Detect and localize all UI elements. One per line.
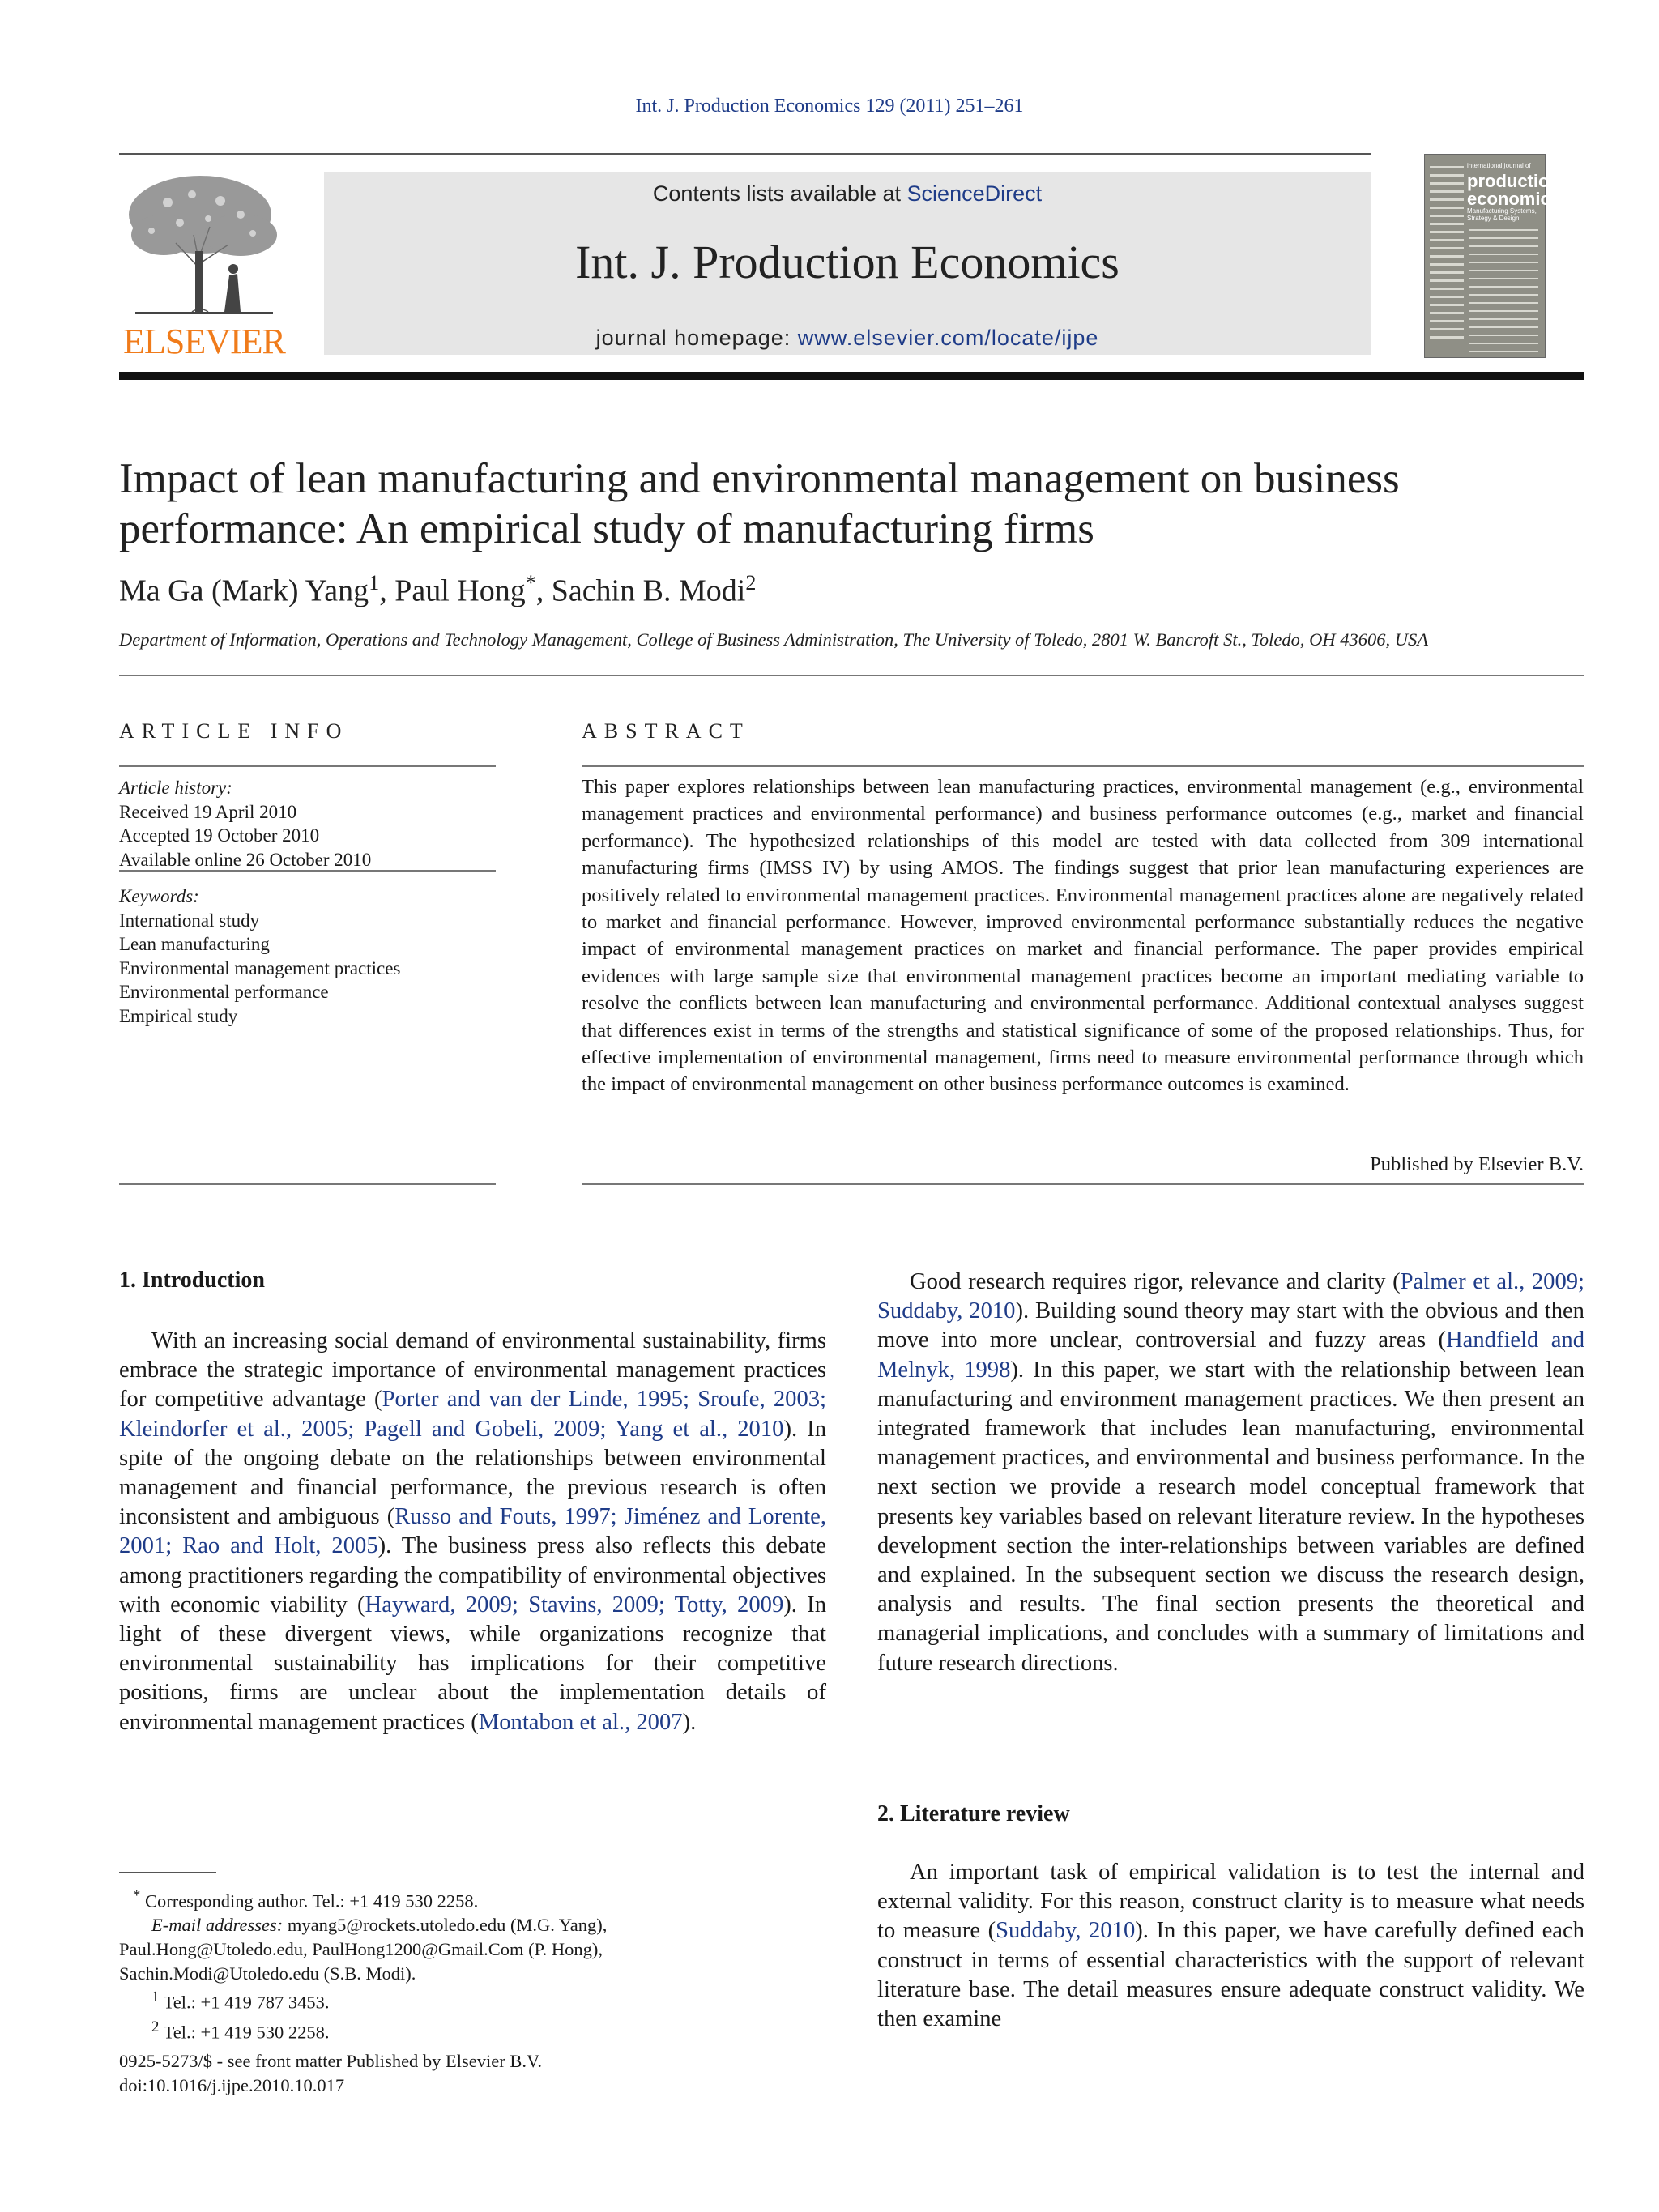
footnote-corresponding: * Corresponding author. Tel.: +1 419 530 2258. <box>133 1887 479 1912</box>
journal-homepage-link[interactable]: www.elsevier.com/locate/ijpe <box>797 326 1099 350</box>
homepage-line: journal homepage: www.elsevier.com/locate/ijpe <box>595 326 1099 350</box>
footnote-email[interactable]: Sachin.Modi@Utoledo.edu (S.B. Modi). <box>119 1963 416 1984</box>
author-footnote-mark[interactable]: 1 <box>369 571 380 595</box>
author-footnote-mark[interactable]: 2 <box>745 571 757 595</box>
keywords-label: Keywords: <box>119 886 199 906</box>
article-info-rule <box>119 1183 496 1185</box>
abstract-heading: ABSTRACT <box>582 719 750 743</box>
author-footnote-mark[interactable]: * <box>525 571 536 595</box>
footnote-email[interactable]: Paul.Hong@Utoledo.edu, PaulHong1200@Gmail.Com (P. Hong), <box>119 1938 603 1959</box>
citation-link[interactable]: Palmer et al., 2009; Suddaby, 2010 <box>877 1269 1584 1324</box>
sciencedirect-link[interactable]: ScienceDirect <box>906 181 1043 206</box>
article-info-heading: ARTICLE INFO <box>119 719 349 743</box>
article-info-rule <box>119 765 496 767</box>
cover-title: international journal of production economics Manufacturing Systems, Strategy & Design <box>1467 162 1560 222</box>
journal-header <box>324 172 1371 355</box>
abstract-text: This paper explores relationships between lean manufacturing practices, environmental management (e.g., environmental management practices and environmental performance) and business performance outcomes (e.g., market and financial performance). The hypothesized relationships of this model are tested with data collected from 309 international manufacturing firms (IMSS IV) by using AMOS. The findings suggest that prior lean manufacturing experiences are positively related to environmental management practices. Environmental management practices alone are negatively related to market and financial performance. However, improved environmental performance substantially reduces the negative impact of environmental management practices on market and financial performance. The paper provides empirical evidences with large sample size that environmental management practices become an important mediating variable to resolve the conflicts between lean manufacturing and environmental performance. Additional contextual analyses suggest that differences exist in terms of the strengths and statistical significance of some of the proposed relationships. Thus, for effective implementation of environmental management, firms need to measure environmental performance through which the impact of environmental management on other business performance outcomes is examined. <box>582 776 1584 1096</box>
footnote-2: $^2$ Tel.: +1 419 530 2258. <box>151 2018 330 2043</box>
article-title: Impact of lean manufacturing and environmental management on business performance: An empirical study of manufacturing firms <box>119 455 1400 552</box>
affiliation: Department of Information, Operations and Technology Management, College of Business Administration, The University of Toledo, 2801 W. Bancroft St., Toledo, OH 43606, USA <box>119 629 1428 650</box>
keywords <box>119 884 496 1028</box>
section-heading-introduction: 1. Introduction <box>119 1268 265 1293</box>
doi-link[interactable]: doi:10.1016/j.ijpe.2010.10.017 <box>119 2074 345 2095</box>
header-rule <box>119 153 1371 155</box>
elsevier-logo <box>119 170 289 361</box>
citation-link[interactable]: Montabon et al., 2007 <box>478 1709 683 1735</box>
abstract-rule <box>582 1183 1584 1185</box>
cover-contents-lines <box>1469 229 1538 359</box>
abstract-rule <box>582 765 1584 767</box>
keyword-item: Empirical study <box>119 1005 238 1026</box>
citation-link[interactable]: Suddaby, 2010 <box>996 1918 1136 1944</box>
author-name[interactable]: Sachin B. Modi <box>551 573 746 608</box>
front-matter <box>119 2049 826 2097</box>
elsevier-tree-icon <box>119 170 289 316</box>
cover-text-lines <box>1430 166 1464 344</box>
author-name[interactable]: Ma Ga (Mark) Yang <box>119 573 369 608</box>
journal-cover-image <box>1424 154 1560 358</box>
citation-link[interactable]: Hayward, 2009; Stavins, 2009; Totty, 2009 <box>365 1592 784 1617</box>
history-item: Received 19 April 2010 <box>119 801 297 822</box>
keyword-item: Lean manufacturing <box>119 934 270 954</box>
elsevier-wordmark: ELSEVIER <box>123 322 285 361</box>
article-info-rule <box>119 870 496 872</box>
history-label: Article history: <box>119 778 232 798</box>
citation-link[interactable]: Handfield and Melnyk, 1998 <box>877 1328 1584 1383</box>
introduction-paragraph: Good research requires rigor, relevance and clarity (Palmer et al., 2009; Suddaby, 2010). Building sound theory may start with the obvious and then move into more unclear, controversial and fuzzy areas (Handfield and Melnyk, 1998). In this paper, we start with the relationship between lean manufacturing and environment management practices. We then present an integrated framework that includes lean manufacturing, environmental management practices, and environmental and business performance. In the next section we provide a research model conceptual framework that presents key variables based on relevant literature review. In the hypotheses development section the inter-relationships between variables are defined and explained. In the subsequent section we discuss the research design, analysis and results. The final section presents the theoretical and managerial implications, and concludes with a summary of limitations and future research directions. <box>877 1269 1585 1676</box>
keyword-item: Environmental management practices <box>119 957 401 978</box>
journal-title: Int. J. Production Economics <box>575 236 1120 288</box>
contents-line: Contents lists available at ScienceDirect <box>652 181 1043 206</box>
citation-link[interactable]: Russo and Fouts, 1997; Jiménez and Lorente, 2001; Rao and Holt, 2005 <box>119 1504 826 1559</box>
journal-citation[interactable]: Int. J. Production Economics 129 (2011) 251–261 <box>635 96 1024 117</box>
header-thick-rule <box>119 372 1584 380</box>
introduction-paragraph: With an increasing social demand of environmental sustainability, firms embrace the strategic importance of environmental management practices for competitive advantage (Porter and van der Linde, 1995; Sroufe, 2003; Kleindorfer et al., 2005; Pagell and Gobeli, 2009; Yang et al., 2010). In spite of the ongoing debate on the relationships between environmental management and financial performance, the previous research is often inconsistent and ambiguous (Russo and Fouts, 1997; Jiménez and Lorente, 2001; Rao and Holt, 2005). The business press also reflects this debate among practitioners regarding the compatibility of environmental objectives with economic viability (Hayward, 2009; Stavins, 2009; Totty, 2009). In light of these divergent views, while organizations recognize that environmental sustainability has implications for their competitive positions, firms are unclear about the implementation details of environmental management practices (Montabon et al., 2007). <box>119 1328 826 1735</box>
keyword-item: International study <box>119 910 260 931</box>
citation-link[interactable]: Porter and van der Linde, 1995; Sroufe, 2003; Kleindorfer et al., 2005; Pagell and Gobeli, 2009; Yang et al., 2010 <box>119 1387 826 1442</box>
article-history <box>119 776 496 872</box>
footnote-1: $^1$ Tel.: +1 419 787 3453. <box>151 1988 330 2013</box>
footnotes <box>119 1884 826 2044</box>
author-list: Ma Ga (Mark) Yang$^1$, Paul Hong*, Sachin B. Modi$^2$ <box>119 571 757 608</box>
keyword-item: Environmental performance <box>119 982 329 1002</box>
section-heading-literature-review: 2. Literature review <box>877 1801 1070 1826</box>
footnote-rule <box>119 1872 216 1873</box>
footnote-email: E-mail addresses: myang5@rockets.utoledo.edu (M.G. Yang), <box>151 1915 608 1936</box>
author-name[interactable]: Paul Hong <box>394 573 526 608</box>
history-item: Available online 26 October 2010 <box>119 849 372 870</box>
front-matter-line: 0925-5273/$ - see front matter Published by Elsevier B.V. <box>119 2051 543 2071</box>
abstract-publisher-note: Published by Elsevier B.V. <box>1370 1153 1584 1175</box>
history-item: Accepted 19 October 2010 <box>119 825 320 846</box>
literature-review-paragraph: An important task of empirical validation is to test the internal and external validity. For this reason, construct clarity is to measure what needs to measure (Suddaby, 2010). In this paper, we have carefully defined each construct in terms of essential characteristics with the support of relevant literature base. The detail measures ensure adequate construct validity. We then examine <box>877 1860 1584 2032</box>
affiliation-rule <box>119 675 1584 676</box>
